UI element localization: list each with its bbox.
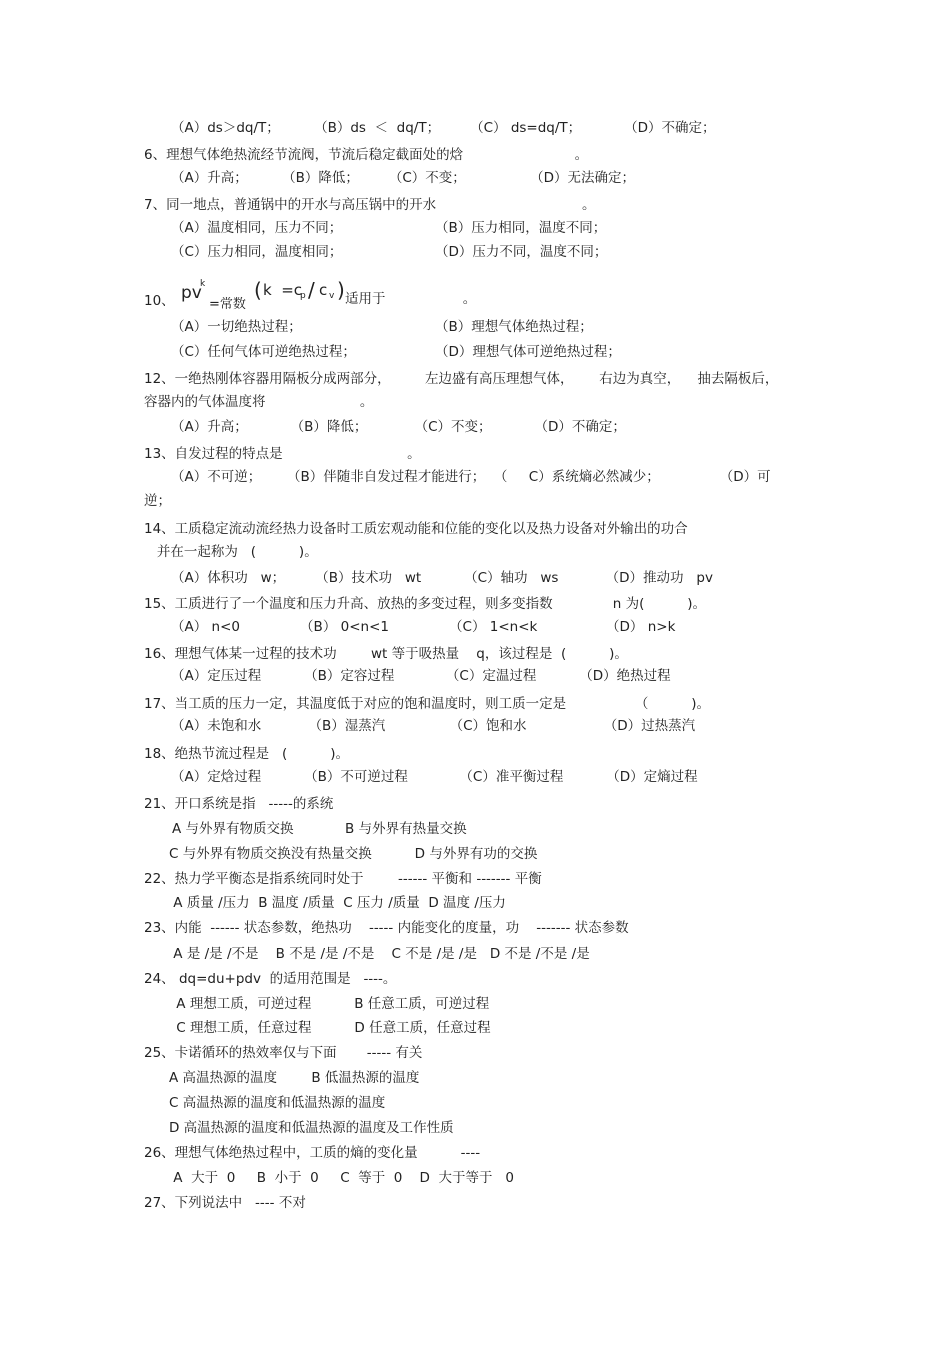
- text-line: （C）压力相同，温度相同；: [171, 244, 343, 260]
- text-line: （D）理想气体可逆绝热过程；: [435, 344, 621, 360]
- text-line: （A）未饱和水 （B）湿蒸汽 （C）饱和水 （D）过热蒸汽: [171, 718, 696, 734]
- text-line: （A）不可逆； （B）伴随非自发过程才能进行； （ C）系统熵必然减少； （D）可: [171, 469, 771, 485]
- text-line: （B）理想气体绝热过程；: [435, 319, 593, 335]
- text-line: 容器内的气体温度将 。: [144, 394, 374, 410]
- text-line: A 理想工质，可逆过程 B 任意工质，可逆过程: [172, 996, 490, 1012]
- text-line: 23、内能 ------ 状态参数，绝热功 ----- 内能变化的度量，功 ------- 状态参数: [144, 920, 629, 936]
- text-line: （A）升高； （B）降低； （C）不变； （D）不确定；: [171, 419, 626, 435]
- text-line: A 高温热源的温度 B 低温热源的温度: [169, 1070, 420, 1086]
- q10-pv: pv: [181, 283, 202, 303]
- text-line: （A）定压过程 （B）定容过程 （C）定温过程 （D）绝热过程: [171, 668, 671, 684]
- text-line: （A）温度相同，压力不同；: [171, 220, 343, 236]
- text-line: （A）升高； （B）降低； （C）不变； （D）无法确定；: [171, 170, 636, 186]
- text-line: （A）体积功 w； （B）技术功 wt （C）轴功 ws （D）推动功 pv: [171, 570, 713, 586]
- q10-equals-constant: =常数: [209, 297, 246, 312]
- text-line: 16、理想气体某一过程的技术功 wt 等于吸热量 q，该过程是 ( )。: [144, 646, 628, 662]
- text-line: （A） n<0 （B） 0<n<1 （C） 1<n<k （D） n>k: [171, 619, 676, 635]
- text-line: （A）定焓过程 （B）不可逆过程 （C）准平衡过程 （D）定熵过程: [171, 769, 698, 785]
- text-line: 15、工质进行了一个温度和压力升高、放热的多变过程，则多变指数 n 为( )。: [144, 596, 707, 612]
- text-line: 25、卡诺循环的热效率仅与下面 ----- 有关: [144, 1045, 423, 1061]
- q10-k-expression: k =c: [263, 281, 303, 299]
- text-line: A 是 /是 /不是 B 不是 /是 /不是 C 不是 /是 /是 D 不是 /不是 /是: [169, 946, 590, 962]
- text-line: C 高温热源的温度和低温热源的温度: [169, 1095, 386, 1111]
- q10-number: 10、: [144, 293, 175, 309]
- text-line: 27、下列说法中 ---- 不对: [144, 1195, 306, 1211]
- text-line: D 高温热源的温度和低温热源的温度及工作性质: [169, 1120, 454, 1136]
- text-line: 并在一起称为 ( )。: [144, 544, 318, 560]
- text-line: （B）压力相同，温度不同；: [435, 220, 607, 236]
- q10-cp-subscript: p: [300, 291, 306, 301]
- text-line: （A）ds＞dq/T； （B）ds ＜ dq/T； （C） ds=dq/T； （D）不确定；: [171, 120, 716, 136]
- text-line: 21、开口系统是指 -----的系统: [144, 796, 334, 812]
- text-line: （D）压力不同，温度不同；: [435, 244, 608, 260]
- q10-cv-subscript: v: [329, 291, 335, 301]
- text-line: C 理想工质，任意过程 D 任意工质，任意过程: [172, 1020, 491, 1036]
- text-line: 逆；: [144, 493, 171, 509]
- q10-paren-close: ): [337, 278, 345, 302]
- text-line: （C）任何气体可逆绝热过程；: [171, 344, 356, 360]
- q10-cv: c: [319, 281, 328, 299]
- text-line: A 大于 0 B 小于 0 C 等于 0 D 大于等于 0: [169, 1170, 514, 1186]
- q10-tail: 适用于 。: [345, 291, 477, 307]
- text-line: 13、自发过程的特点是 。: [144, 446, 421, 462]
- text-line: 14、工质稳定流动流经热力设备时工质宏观动能和位能的变化以及热力设备对外输出的功合: [144, 521, 688, 537]
- q10-slash: /: [308, 278, 315, 302]
- text-line: 24、 dq=du+pdv 的适用范围是 ----。: [144, 971, 397, 987]
- text-line: 7、同一地点，普通锅中的开水与高压锅中的开水 。: [144, 197, 596, 213]
- text-line: A 质量 /压力 B 温度 /质量 C 压力 /质量 D 温度 /压力: [169, 895, 506, 911]
- q10-exponent: k: [200, 279, 206, 289]
- text-line: 12、一绝热刚体容器用隔板分成两部分， 左边盛有高压理想气体， 右边为真空， 抽去隔板后，: [144, 371, 779, 387]
- text-line: 26、理想气体绝热过程中，工质的熵的变化量 ----: [144, 1145, 481, 1161]
- text-line: （A）一切绝热过程；: [171, 319, 302, 335]
- q10-paren-open: (: [254, 278, 262, 302]
- text-line: 6、理想气体绝热流经节流阀，节流后稳定截面处的焓 。: [144, 147, 589, 163]
- text-line: 22、热力学平衡态是指系统同时处于 ------ 平衡和 ------- 平衡: [144, 871, 542, 887]
- text-line: A 与外界有物质交换 B 与外界有热量交换: [172, 821, 467, 837]
- text-line: 18、绝热节流过程是 ( )。: [144, 746, 349, 762]
- text-line: C 与外界有物质交换没有热量交换 D 与外界有功的交换: [169, 846, 538, 862]
- text-line: 17、当工质的压力一定，其温度低于对应的饱和温度时，则工质一定是 （ )。: [144, 696, 711, 712]
